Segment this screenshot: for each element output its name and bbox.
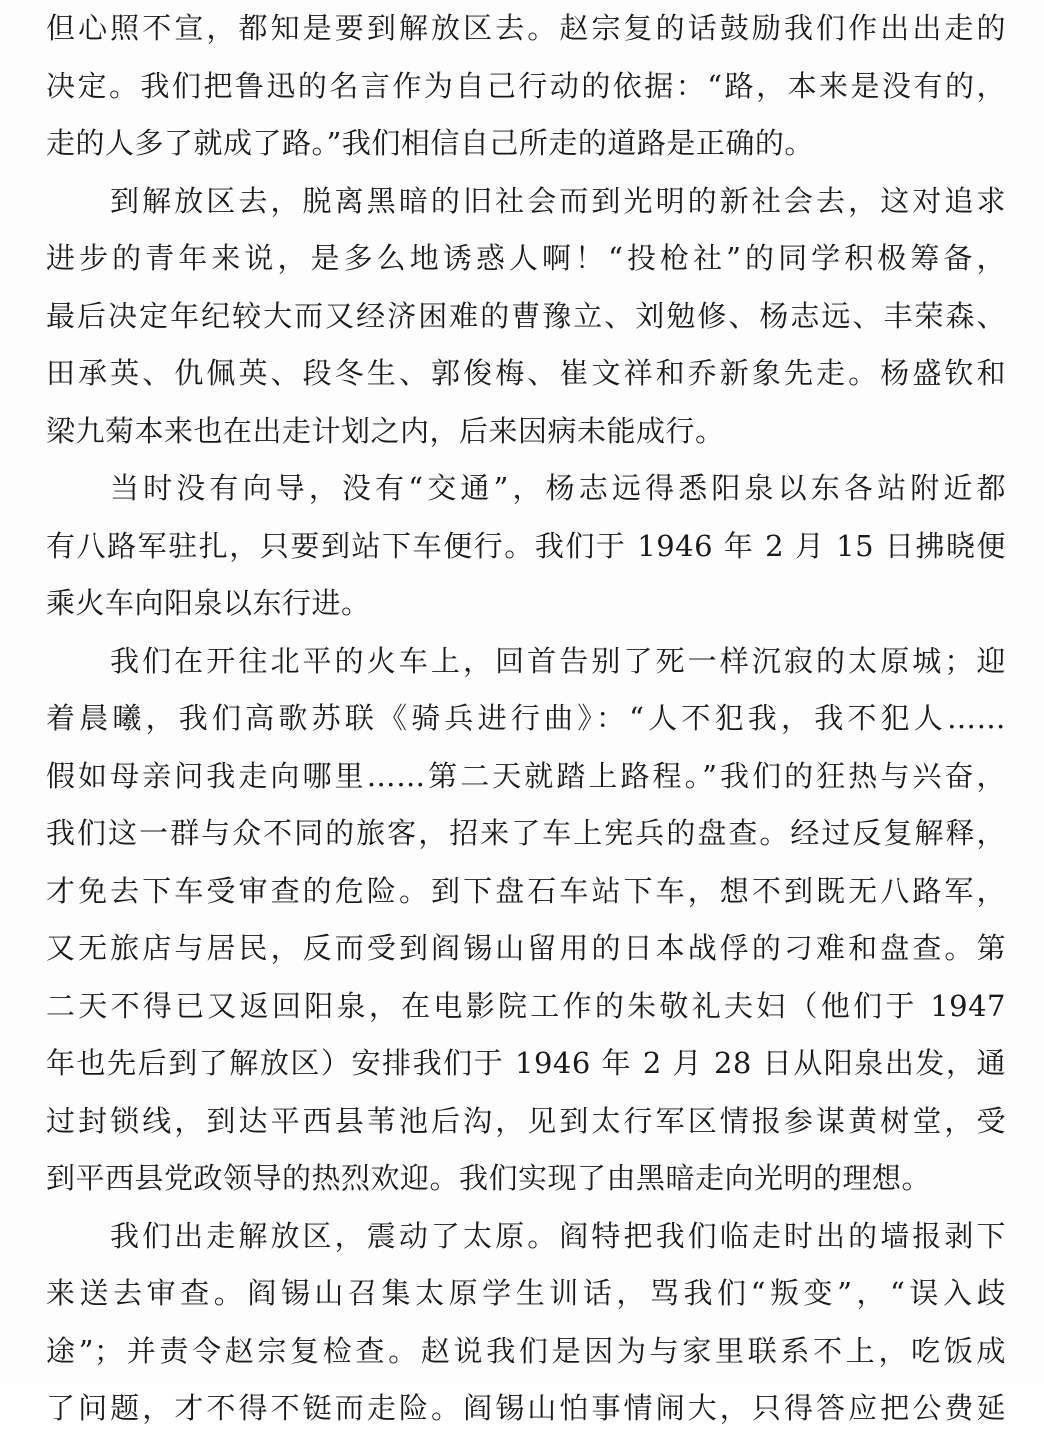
text-line: 过封锁线，到达平西县苇池后沟，见到太行军区情报参谋黄树堂，受 — [46, 1103, 1006, 1138]
paragraph — [46, 0, 1006, 173]
text-line: 又无旅店与居民，反而受到阎锡山留用的日本战俘的刁难和盘查。第 — [46, 931, 1006, 965]
text-line: 二天不得已又返回阳泉，在电影院工作的朱敬礼夫妇（他们于 1947 — [46, 988, 1006, 1023]
text-line: 进步的青年来说，是多么地诱惑人啊！“投枪社”的同学积极筹备， — [46, 241, 1006, 275]
text-line: 我们出走解放区，震动了太原。阎特把我们临走时出的墙报剥下 — [110, 1218, 1006, 1253]
text-line: 但心照不宣，都知是要到解放区去。赵宗复的话鼓励我们作出出走的 — [46, 11, 1006, 45]
paragraph — [46, 633, 1006, 1208]
text-line: 田承英、仇佩英、段冬生、郭俊梅、崔文祥和乔新象先走。杨盛钦和 — [46, 356, 1006, 390]
text-line: 假如母亲问我走向哪里……第二天就踏上路程。”我们的狂热与兴奋， — [46, 758, 1006, 793]
text-line: 走的人多了就成了路。”我们相信自己所走的道路是正确的。 — [46, 126, 814, 160]
text-line: 年也先后到了解放区）安排我们于 1946 年 2 月 28 日从阳泉出发，通 — [46, 1046, 1006, 1080]
text-line: 我们这一群与众不同的旅客，招来了车上宪兵的盘查。经过反复解释， — [46, 816, 1006, 850]
text-line: 我们在开往北平的火车上，回首告别了死一样沉寂的太原城；迎 — [110, 643, 1006, 678]
text-line: 决定。我们把鲁迅的名言作为自己行动的依据：“路，本来是没有的， — [46, 68, 1006, 103]
text-line: 着晨曦，我们高歌苏联《骑兵进行曲》：“人不犯我，我不犯人…… — [46, 701, 1006, 735]
text-line: 才免去下车受审查的危险。到下盘石车站下车，想不到既无八路军， — [46, 873, 1006, 908]
text-line: 乘火车向阳泉以东行进。 — [46, 586, 371, 620]
body-text — [46, 0, 1006, 1438]
text-line: 当时没有向导，没有“交通”，杨志远得悉阳泉以东各站附近都 — [110, 471, 1006, 505]
text-line: 了问题，才不得不铤而走险。阎锡山怕事情闹大，只得答应把公费延 — [46, 1391, 1006, 1425]
text-line: 到平西县党政领导的热烈欢迎。我们实现了由黑暗走向光明的理想。 — [46, 1161, 932, 1195]
text-line: 途”；并责令赵宗复检查。赵说我们是因为与家里联系不上，吃饭成 — [46, 1333, 1006, 1368]
paragraph — [46, 173, 1006, 461]
text-line: 来送去审查。阎锡山召集太原学生训话，骂我们“叛变”，“误入歧 — [46, 1276, 1006, 1310]
text-line: 到解放区去，脱离黑暗的旧社会而到光明的新社会去，这对追求 — [110, 183, 1006, 218]
paragraph — [46, 1208, 1006, 1438]
text-line: 梁九菊本来也在出走计划之内，后来因病未能成行。 — [46, 413, 725, 448]
text-line: 最后决定年纪较大而又经济困难的曹豫立、刘勉修、杨志远、丰荣森、 — [46, 298, 1006, 333]
paragraph — [46, 460, 1006, 633]
text-line: 有八路军驻扎，只要到站下车便行。我们于 1946 年 2 月 15 日拂晓便 — [46, 528, 1006, 563]
